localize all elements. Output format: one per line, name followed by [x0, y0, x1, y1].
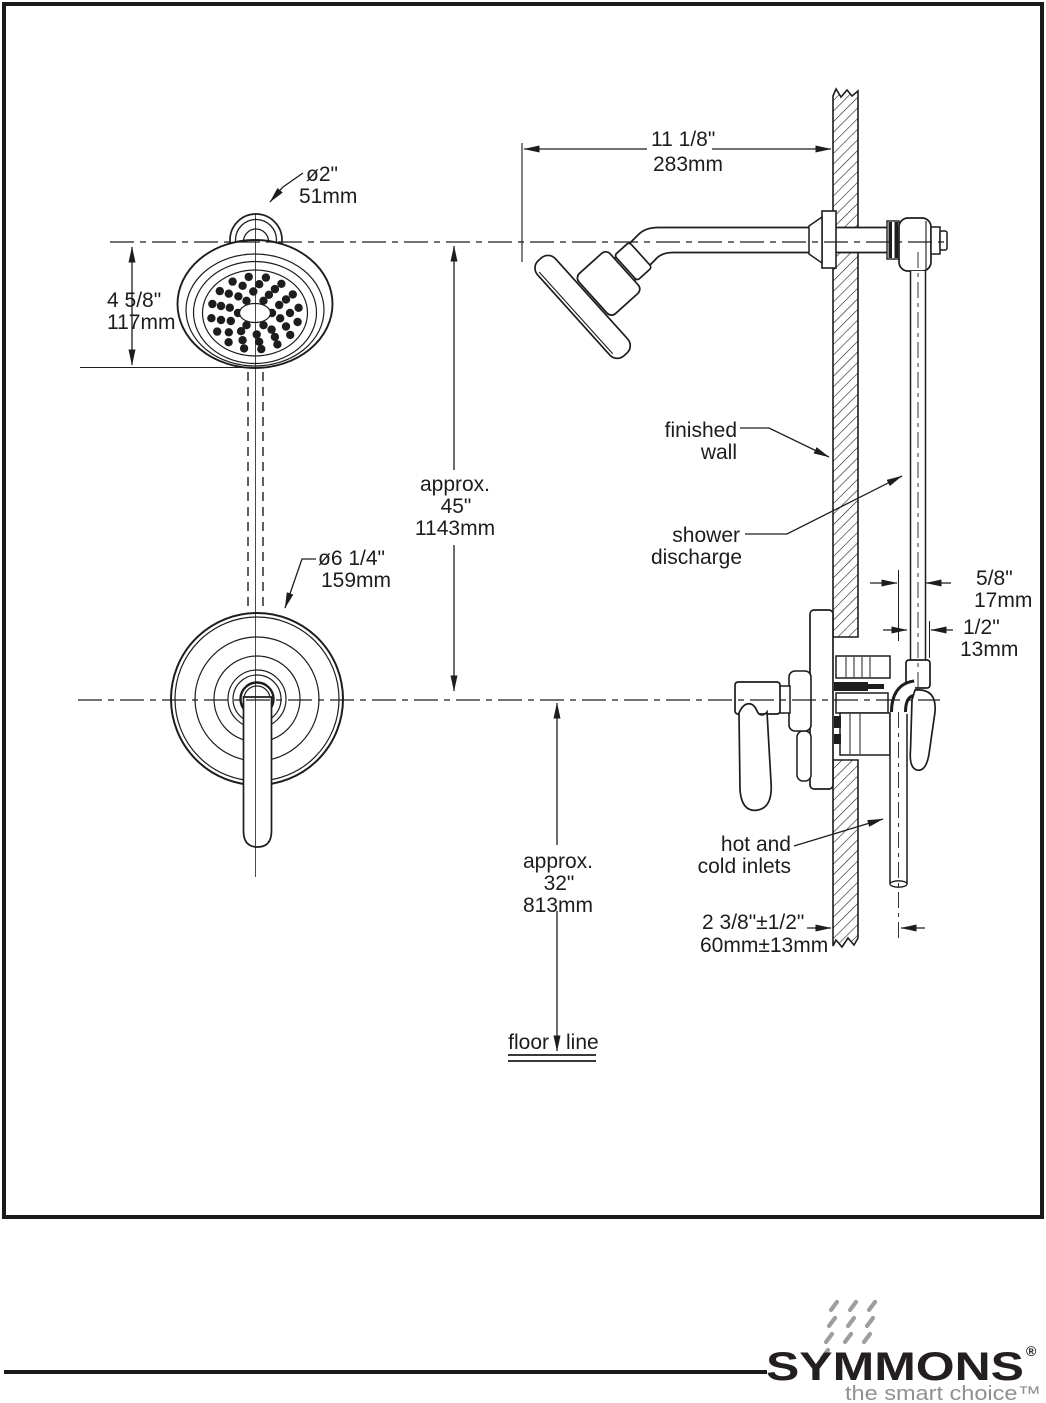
label-finished-wall	[665, 419, 829, 464]
footer-logo	[4, 1302, 1041, 1403]
dim-pipe-id-mm: 13mm	[960, 638, 1019, 661]
dim-arm-length-mm: 283mm	[653, 153, 724, 176]
dim-inlet-offset-mm: 60mm±13mm	[700, 934, 829, 957]
label-shower-discharge-line2: discharge	[650, 546, 742, 569]
escutcheon-dome	[789, 671, 811, 731]
dim-pipe-id-inch: 1/2"	[963, 616, 1000, 639]
dim-head-ring-inch: ø2"	[306, 163, 338, 186]
service-stop	[910, 690, 935, 770]
wall-section-upper	[833, 89, 858, 637]
dim-head-height-mm: 117mm	[107, 311, 176, 334]
dim-valve-floor	[523, 703, 593, 1051]
arm-flange	[822, 211, 836, 268]
registered-mark: ®	[1026, 1343, 1037, 1359]
dim-inlet-offset	[700, 911, 925, 957]
valve-handle-front	[244, 697, 272, 847]
label-finished-wall-line2: wall	[700, 441, 737, 464]
dim-valve-dia-inch: ø6 1/4"	[318, 547, 385, 570]
valve-trim-side	[735, 610, 833, 810]
label-floor-line	[508, 1031, 599, 1061]
valve-handle-side	[739, 704, 771, 811]
arm-flange-cone	[809, 217, 822, 263]
dim-head-floor-mm: 1143mm	[414, 517, 496, 540]
dim-head-floor	[415, 246, 495, 691]
front-view	[171, 214, 343, 847]
dim-inlet-offset-inch: 2 3/8"±1/2"	[702, 911, 805, 934]
label-finished-wall-line1: finished	[664, 419, 737, 442]
dim-valve-floor-approx: approx.	[522, 850, 594, 873]
wall-section-lower	[833, 760, 858, 947]
dim-arm-length-inch: 11 1/8"	[651, 128, 716, 151]
floor-word: floor	[508, 1031, 549, 1054]
dim-pipe-id	[883, 616, 1018, 661]
dim-valve-dia	[285, 547, 391, 608]
arm-elbow-fittings	[887, 218, 947, 271]
dim-head-floor-inch: 45"	[440, 495, 472, 518]
dim-pipe-od-inch: 5/8"	[976, 567, 1013, 590]
brand-tagline: the smart choice™	[845, 1383, 1041, 1403]
valve-front	[171, 613, 343, 847]
label-inlets-line1: hot and	[720, 833, 791, 856]
brand-wordmark: SYMMONS	[766, 1345, 1024, 1389]
label-shower-discharge-line1: shower	[672, 524, 740, 547]
label-shower-discharge	[651, 476, 902, 569]
line-word: line	[566, 1031, 599, 1054]
label-inlets-line2: cold inlets	[697, 855, 791, 878]
inlet-pipe	[890, 714, 907, 887]
side-view	[531, 89, 947, 947]
dim-pipe-od-mm: 17mm	[974, 589, 1033, 612]
dim-head-floor-approx: approx.	[419, 473, 491, 496]
dim-valve-dia-mm: 159mm	[321, 569, 392, 592]
dim-valve-floor-mm: 813mm	[522, 894, 594, 917]
dim-head-ring	[270, 163, 357, 208]
dim-valve-floor-inch: 32"	[543, 872, 575, 895]
showerhead-front	[178, 240, 333, 368]
dim-head-ring-mm: 51mm	[299, 185, 358, 208]
dim-head-height-inch: 4 5/8"	[107, 289, 162, 312]
